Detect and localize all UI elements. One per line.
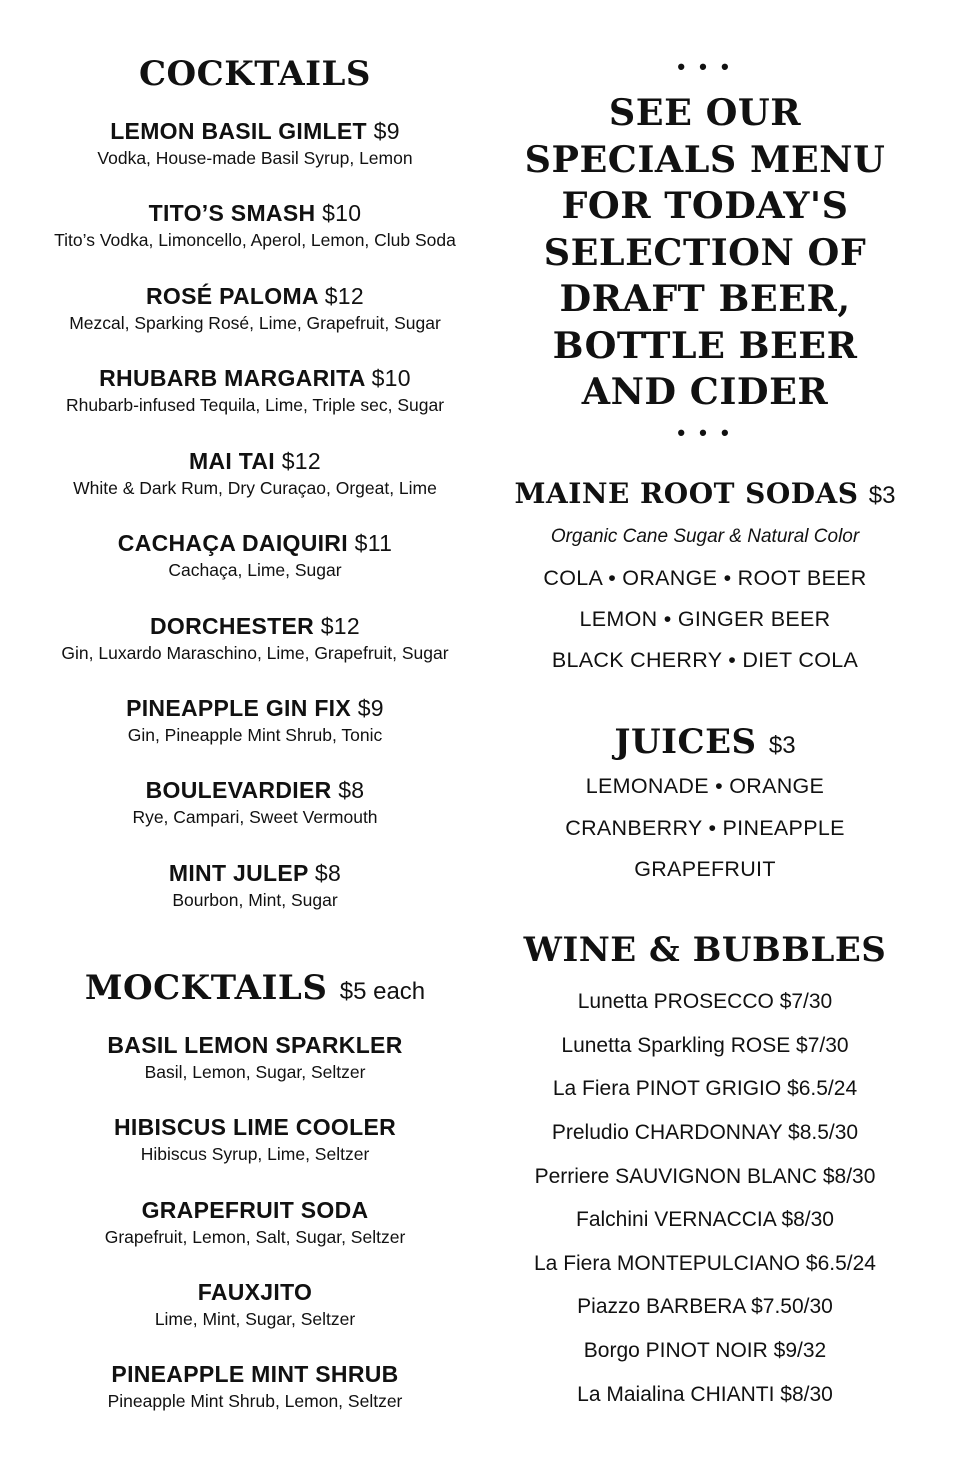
- juice-flavors-line: LEMONADE • ORANGE: [585, 774, 825, 798]
- cocktail-name: CACHAÇA DAIQUIRI: [117, 530, 348, 556]
- cocktail-name: MINT JULEP: [168, 860, 309, 886]
- wine-producer: La Fiera: [552, 1077, 630, 1100]
- cocktail-price: $9: [357, 695, 384, 721]
- mocktail-description: Basil, Lemon, Sugar, Seltzer: [144, 1062, 366, 1082]
- wine-producer: La Maialina: [577, 1383, 685, 1406]
- sodas-heading: [480, 474, 930, 516]
- wine-item: [480, 1292, 930, 1322]
- wine-price: $6.5/24: [805, 1252, 876, 1275]
- cocktail-description: White & Dark Rum, Dry Curaçao, Orgeat, Lime: [73, 478, 437, 498]
- cocktail-price: $12: [281, 448, 321, 474]
- cocktail-description: Rhubarb-infused Tequila, Lime, Triple sec, Sugar: [65, 395, 445, 415]
- cocktail-name: LEMON BASIL GIMLET: [110, 118, 367, 144]
- specials-line: SPECIALS MENU: [524, 137, 886, 181]
- cocktail-name: MAI TAI: [189, 448, 275, 474]
- wine-name: ROSE: [730, 1034, 791, 1057]
- mocktail-description: Hibiscus Syrup, Lime, Seltzer: [140, 1144, 370, 1164]
- wine-price: $7/30: [796, 1034, 849, 1057]
- wine-price: $8.5/30: [788, 1121, 859, 1144]
- wine-price: $7/30: [779, 990, 833, 1013]
- cocktail-description: Vodka, House-made Basil Syrup, Lemon: [97, 148, 413, 168]
- juice-flavors-line: CRANBERRY • PINEAPPLE: [565, 816, 845, 840]
- juices-price: $3: [768, 732, 796, 759]
- mocktail-name: BASIL LEMON SPARKLER: [107, 1032, 403, 1058]
- mocktail-description: Grapefruit, Lemon, Salt, Sugar, Seltzer: [104, 1227, 406, 1247]
- cocktail-item: [30, 611, 480, 665]
- wine-price: $8/30: [822, 1165, 876, 1188]
- cocktails-heading: COCKTAILS: [139, 54, 371, 94]
- specials-line: DRAFT BEER,: [559, 277, 851, 320]
- juices-title: JUICES: [614, 722, 757, 762]
- cocktail-item: [30, 775, 480, 829]
- cocktail-price: $8: [338, 777, 365, 803]
- mocktail-name: FAUXJITO: [197, 1279, 313, 1305]
- cocktail-name: DORCHESTER: [150, 613, 315, 639]
- specials-line: BOTTLE BEER: [552, 323, 858, 367]
- wine-price: $9/32: [773, 1339, 827, 1362]
- mocktail-item: [30, 1030, 480, 1084]
- mocktails-heading: [30, 968, 480, 1012]
- divider-dots-bottom: • • •: [677, 420, 733, 445]
- wine-item: [480, 1336, 930, 1366]
- wine-item: [480, 1031, 930, 1061]
- cocktail-price: $9: [373, 118, 400, 144]
- mocktail-name: HIBISCUS LIME COOLER: [113, 1114, 396, 1140]
- wine-price: $6.5/24: [787, 1077, 858, 1100]
- cocktail-item: [30, 858, 480, 912]
- wine-producer: Lunetta: [577, 990, 648, 1013]
- specials-line: FOR TODAY'S: [561, 184, 849, 227]
- wine-item: [480, 1118, 930, 1148]
- juices-heading: [480, 722, 930, 766]
- cocktail-item: [30, 281, 480, 335]
- mocktail-item: [30, 1195, 480, 1249]
- wine-name: BARBERA: [646, 1295, 746, 1318]
- wine-producer: Piazzo: [577, 1295, 641, 1318]
- soda-flavors-line: COLA • ORANGE • ROOT BEER: [543, 566, 867, 590]
- cocktail-name: TITO’S SMASH: [148, 200, 316, 226]
- cocktail-item: [30, 363, 480, 417]
- specials-notice: [480, 90, 930, 416]
- cocktail-name: ROSÉ PALOMA: [146, 283, 318, 309]
- soda-flavors-line: LEMON • GINGER BEER: [579, 607, 831, 631]
- cocktail-item: [30, 198, 480, 252]
- mocktail-name: GRAPEFRUIT SODA: [141, 1197, 369, 1223]
- juice-flavors-line: GRAPEFRUIT: [634, 857, 776, 881]
- wine-producer: Perriere: [534, 1165, 610, 1188]
- specials-line: SEE OUR: [608, 91, 802, 134]
- cocktail-item: [30, 446, 480, 500]
- cocktail-price: $10: [371, 365, 411, 391]
- wine-item: [480, 987, 930, 1017]
- wine-item: [480, 1074, 930, 1104]
- wine-name: MONTEPULCIANO: [616, 1252, 801, 1275]
- mocktail-description: Lime, Mint, Sugar, Seltzer: [154, 1309, 356, 1329]
- wine-name: PROSECCO: [653, 990, 774, 1013]
- wine-item: [480, 1249, 930, 1279]
- wine-name: PINOT NOIR: [645, 1339, 768, 1362]
- cocktail-description: Gin, Luxardo Maraschino, Lime, Grapefruit, Sugar: [61, 643, 449, 663]
- cocktail-item: [30, 693, 480, 747]
- wine-price: $8/30: [780, 1383, 833, 1406]
- cocktail-item: [30, 528, 480, 582]
- cocktail-name: PINEAPPLE GIN FIX: [126, 695, 352, 721]
- wine-item: [480, 1162, 930, 1192]
- cocktail-description: Rye, Campari, Sweet Vermouth: [132, 807, 378, 827]
- cocktail-name: BOULEVARDIER: [145, 777, 332, 803]
- cocktail-price: $8: [314, 860, 342, 886]
- sodas-title: MAINE ROOT SODAS: [514, 477, 859, 510]
- cocktail-price: $11: [354, 530, 393, 556]
- wine-item: [480, 1380, 930, 1410]
- wine-producer: Falchini: [576, 1208, 649, 1231]
- cocktail-price: $10: [322, 200, 362, 226]
- mocktail-item: [30, 1112, 480, 1166]
- wine-price: $8/30: [781, 1208, 834, 1231]
- wine-name: CHIANTI: [690, 1383, 775, 1406]
- wine-price: $7.50/30: [751, 1295, 833, 1318]
- sodas-subtitle: Organic Cane Sugar & Natural Color: [550, 526, 860, 547]
- mocktails-price-note: $5 each: [339, 978, 426, 1005]
- specials-line: AND CIDER: [581, 370, 829, 413]
- cocktail-description: Bourbon, Mint, Sugar: [172, 890, 338, 910]
- wine-heading: WINE & BUBBLES: [523, 930, 887, 970]
- wine-producer: Lunetta Sparkling: [561, 1034, 725, 1057]
- sodas-price: $3: [868, 482, 896, 509]
- mocktail-name: PINEAPPLE MINT SHRUB: [111, 1361, 399, 1387]
- cocktail-description: Tito’s Vodka, Limoncello, Aperol, Lemon, Club Soda: [54, 230, 456, 250]
- wine-name: SAUVIGNON BLANC: [615, 1165, 818, 1188]
- cocktail-price: $12: [320, 613, 360, 639]
- divider-dots-top: • • •: [677, 54, 733, 79]
- wine-producer: Borgo: [583, 1339, 640, 1362]
- cocktail-description: Gin, Pineapple Mint Shrub, Tonic: [127, 725, 383, 745]
- cocktail-item: [30, 116, 480, 170]
- cocktail-description: Cachaça, Lime, Sugar: [168, 560, 342, 580]
- soda-flavors-line: BLACK CHERRY • DIET COLA: [551, 648, 859, 672]
- wine-producer: La Fiera: [534, 1252, 612, 1275]
- cocktail-name: RHUBARB MARGARITA: [99, 365, 365, 391]
- wine-item: [480, 1205, 930, 1235]
- wine-name: PINOT GRIGIO: [635, 1077, 782, 1100]
- wine-producer: Preludio: [551, 1121, 629, 1144]
- mocktail-item: [30, 1277, 480, 1331]
- wine-name: VERNACCIA: [654, 1208, 776, 1231]
- mocktail-description: Pineapple Mint Shrub, Lemon, Seltzer: [107, 1391, 403, 1411]
- cocktail-price: $12: [324, 283, 364, 309]
- cocktail-description: Mezcal, Sparking Rosé, Lime, Grapefruit, Sugar: [69, 313, 441, 333]
- specials-line: SELECTION OF: [543, 230, 867, 274]
- wine-name: CHARDONNAY: [634, 1121, 783, 1144]
- mocktail-item: [30, 1359, 480, 1413]
- mocktails-title: MOCKTAILS: [84, 968, 328, 1008]
